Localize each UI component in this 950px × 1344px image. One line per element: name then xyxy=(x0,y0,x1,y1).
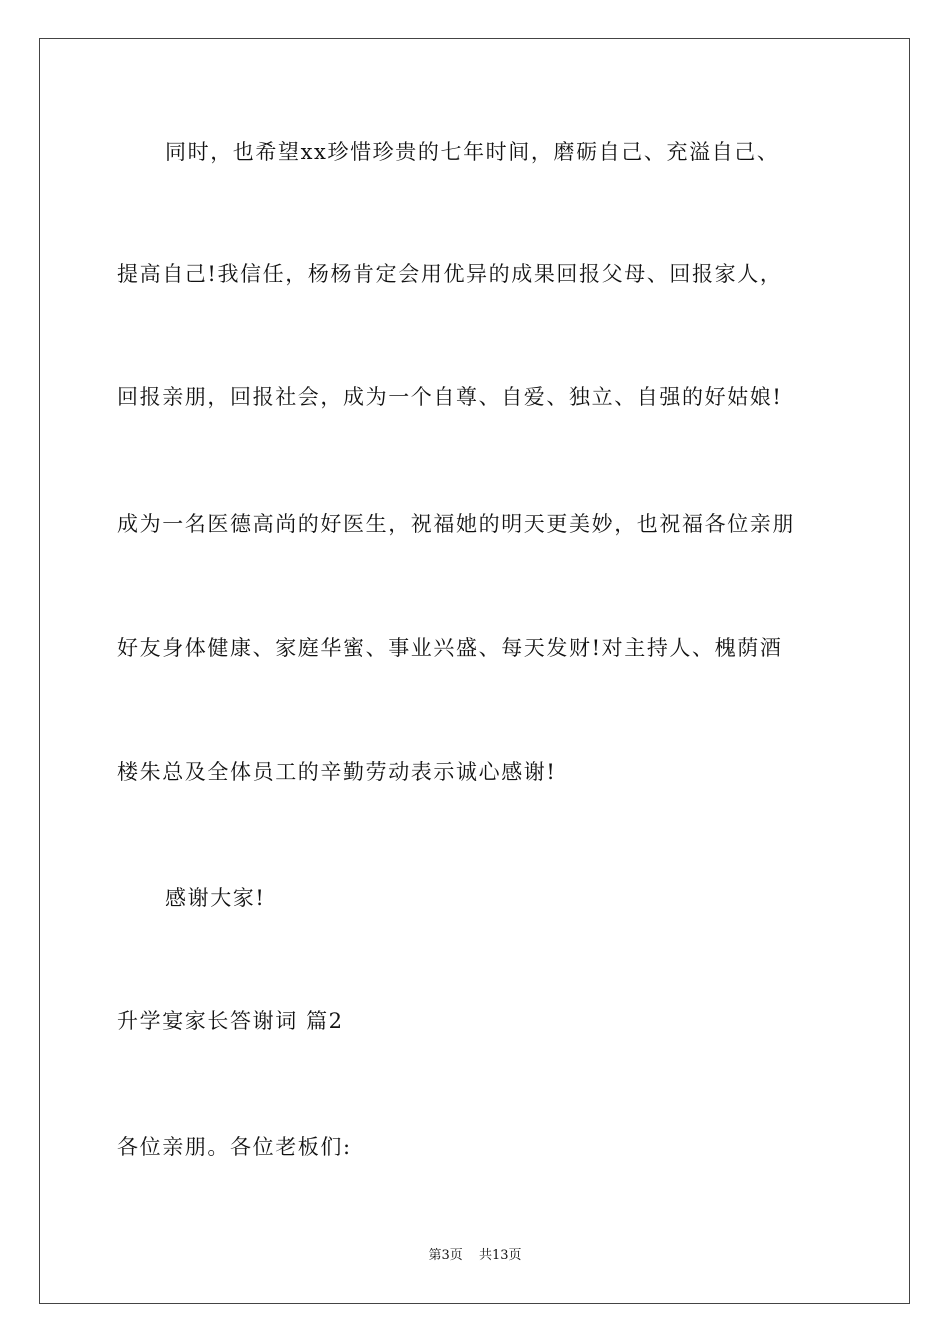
paragraph-line-6: 楼朱总及全体员工的辛勤劳动表示诚心感谢! xyxy=(117,760,557,784)
paragraph-line-2: 提高自己!我信任，杨杨肯定会用优异的成果回报父母、回报家人， xyxy=(117,262,783,286)
paragraph-line-5: 好友身体健康、家庭华蜜、事业兴盛、每天发财!对主持人、槐荫酒 xyxy=(117,636,783,660)
page-border xyxy=(39,38,910,1304)
paragraph-line-3: 回报亲朋，回报社会，成为一个自尊、自爱、独立、自强的好姑娘! xyxy=(117,385,783,409)
section-heading: 升学宴家长答谢词 篇2 xyxy=(117,1009,344,1033)
thanks-line: 感谢大家! xyxy=(165,886,266,910)
paragraph-line-4: 成为一名医德高尚的好医生，祝福她的明天更美妙，也祝福各位亲朋 xyxy=(117,512,795,536)
page-total: 共13页 xyxy=(478,1248,522,1263)
page-footer xyxy=(0,1247,950,1265)
paragraph-line-1: 同时，也希望xx珍惜珍贵的七年时间，磨砺自己、充溢自己、 xyxy=(165,140,780,164)
page-number: 第3页 xyxy=(428,1248,463,1263)
salutation-line: 各位亲朋。各位老板们: xyxy=(117,1135,352,1159)
